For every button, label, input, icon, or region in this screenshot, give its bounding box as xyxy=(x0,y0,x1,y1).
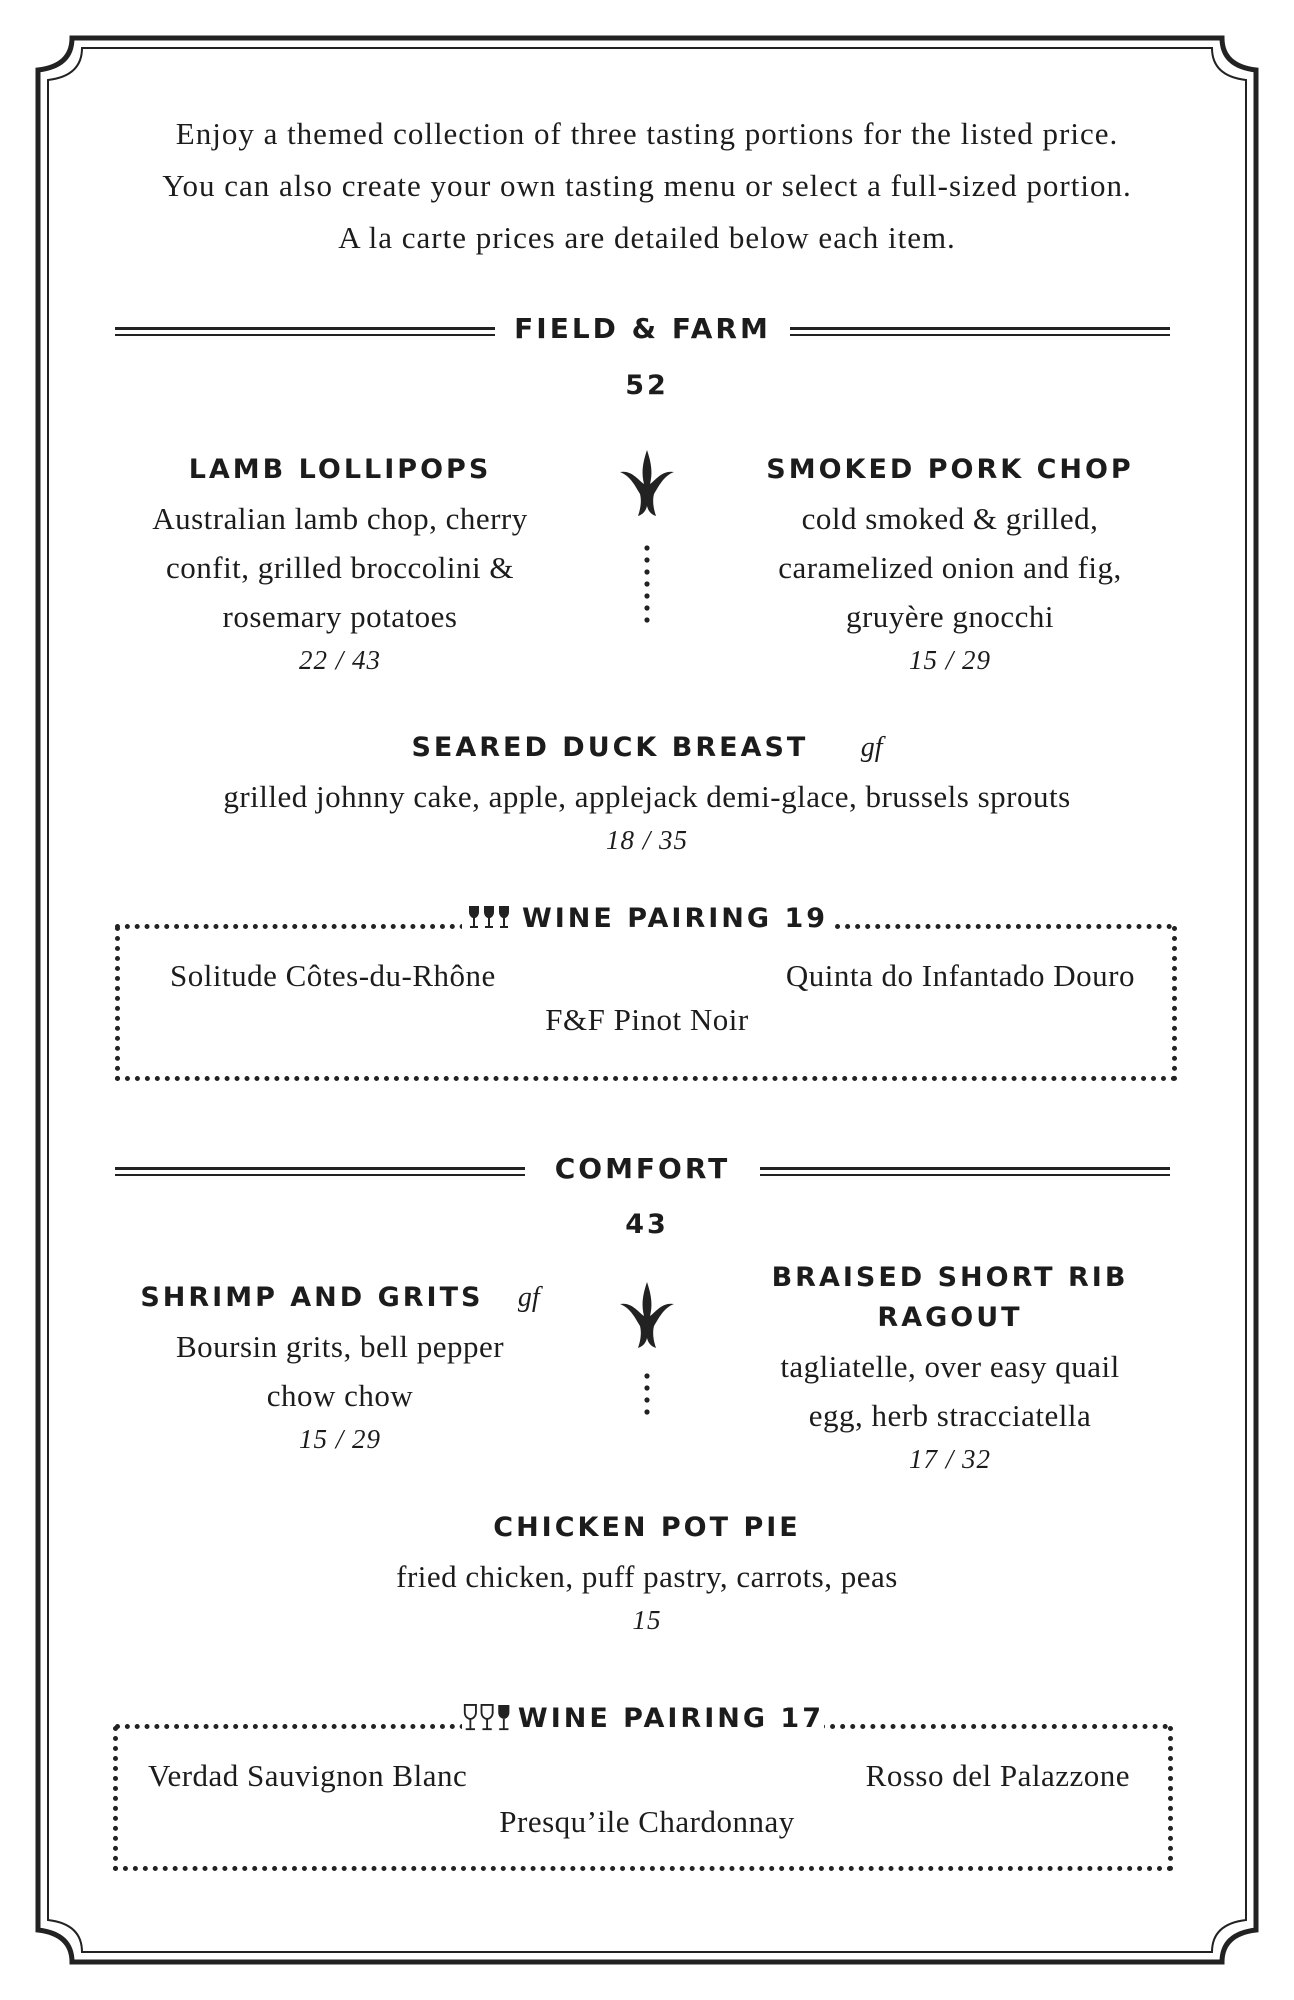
wine-item: Quinta do Infantado Douro xyxy=(785,958,1135,993)
dish-description-line: gruyère gnocchi xyxy=(845,599,1055,634)
dish-description-line: chow chow xyxy=(266,1378,414,1413)
wine-item: F&F Pinot Noir xyxy=(545,1002,749,1037)
dish-name xyxy=(710,1258,1190,1338)
dish-price: 15 / 29 xyxy=(298,1424,381,1454)
dish-description-line: egg, herb stracciatella xyxy=(808,1398,1092,1433)
dish-description xyxy=(710,1342,1190,1440)
dish-price: 15 / 29 xyxy=(908,645,991,675)
wine-pairing-header xyxy=(462,900,832,936)
dish-price: 22 / 43 xyxy=(298,645,381,675)
section-rule-right xyxy=(760,1167,1170,1176)
section-rule-left xyxy=(115,1167,525,1176)
dish-item xyxy=(710,450,1190,676)
dish-item xyxy=(100,1278,580,1455)
dish-price: 17 / 32 xyxy=(908,1444,991,1474)
section-price: 52 xyxy=(625,370,669,401)
dish-price: 18 / 35 xyxy=(605,825,688,855)
wine-pairing-label: WINE PAIRING 17 xyxy=(517,1702,824,1734)
dish-name: CHICKEN POT PIE xyxy=(493,1512,801,1543)
dish-name-row xyxy=(100,728,1194,768)
fleur-ornament-icon xyxy=(612,1280,682,1430)
section-price: 43 xyxy=(625,1209,669,1240)
wine-pairing-box xyxy=(113,1726,1173,1871)
section-rule-right xyxy=(790,327,1170,336)
section-title: COMFORT xyxy=(554,1152,731,1185)
dish-description-line: caramelized onion and fig, xyxy=(778,550,1122,585)
dish-description xyxy=(710,494,1190,641)
dish-item xyxy=(100,450,580,676)
dish-description xyxy=(100,494,580,641)
intro-line: Enjoy a themed collection of three tasting portions for the listed price. xyxy=(175,116,1119,151)
wine-pairing-label: WINE PAIRING 19 xyxy=(521,902,829,934)
wine-item: Verdad Sauvignon Blanc xyxy=(148,1758,468,1793)
dish-description-line: confit, grilled broccolini & xyxy=(165,550,515,585)
wine-glasses-empty-icon xyxy=(462,1702,516,1734)
dish-item xyxy=(100,728,1194,856)
dish-description-line: Boursin grits, bell pepper xyxy=(175,1329,505,1364)
dish-price: 15 xyxy=(632,1605,662,1635)
dish-name: SEARED DUCK BREAST xyxy=(411,732,809,763)
wine-pairing-header xyxy=(462,1700,824,1736)
dish-name-row xyxy=(100,1278,580,1318)
fleur-ornament-icon xyxy=(612,448,682,638)
dish-description-line: Australian lamb chop, cherry xyxy=(152,501,528,536)
section-title: FIELD & FARM xyxy=(514,312,771,345)
dish-name: SMOKED PORK CHOP xyxy=(766,454,1134,485)
dish-name-line: RAGOUT xyxy=(877,1302,1023,1333)
dish-description-line: tagliatelle, over easy quail xyxy=(780,1349,1120,1384)
intro-line: A la carte prices are detailed below each item. xyxy=(338,220,956,255)
dish-item xyxy=(710,1258,1190,1475)
dish-description: grilled johnny cake, apple, applejack demi-glace, brussels sprouts xyxy=(223,779,1071,814)
dish-name: SHRIMP AND GRITS xyxy=(140,1282,484,1313)
wine-item: Presqu’ile Chardonnay xyxy=(499,1804,795,1839)
dish-item xyxy=(100,1508,1194,1636)
wine-glasses-full-icon xyxy=(466,904,514,932)
intro-text xyxy=(100,108,1194,264)
dish-name-line: BRAISED SHORT RIB xyxy=(771,1262,1129,1293)
gluten-free-tag: gf xyxy=(517,1282,540,1313)
gluten-free-tag: gf xyxy=(860,732,883,763)
dish-description-line: cold smoked & grilled, xyxy=(801,501,1099,536)
wine-item: Rosso del Palazzone xyxy=(865,1758,1130,1793)
dish-name: LAMB LOLLIPOPS xyxy=(188,454,492,485)
section-rule-left xyxy=(115,327,495,336)
dish-description xyxy=(100,1322,580,1420)
wine-item: Solitude Côtes-du-Rhône xyxy=(170,958,496,993)
dish-description: fried chicken, puff pastry, carrots, peas xyxy=(396,1559,898,1594)
dish-description-line: rosemary potatoes xyxy=(222,599,458,634)
intro-line: You can also create your own tasting menu or select a full-sized portion. xyxy=(162,168,1132,203)
